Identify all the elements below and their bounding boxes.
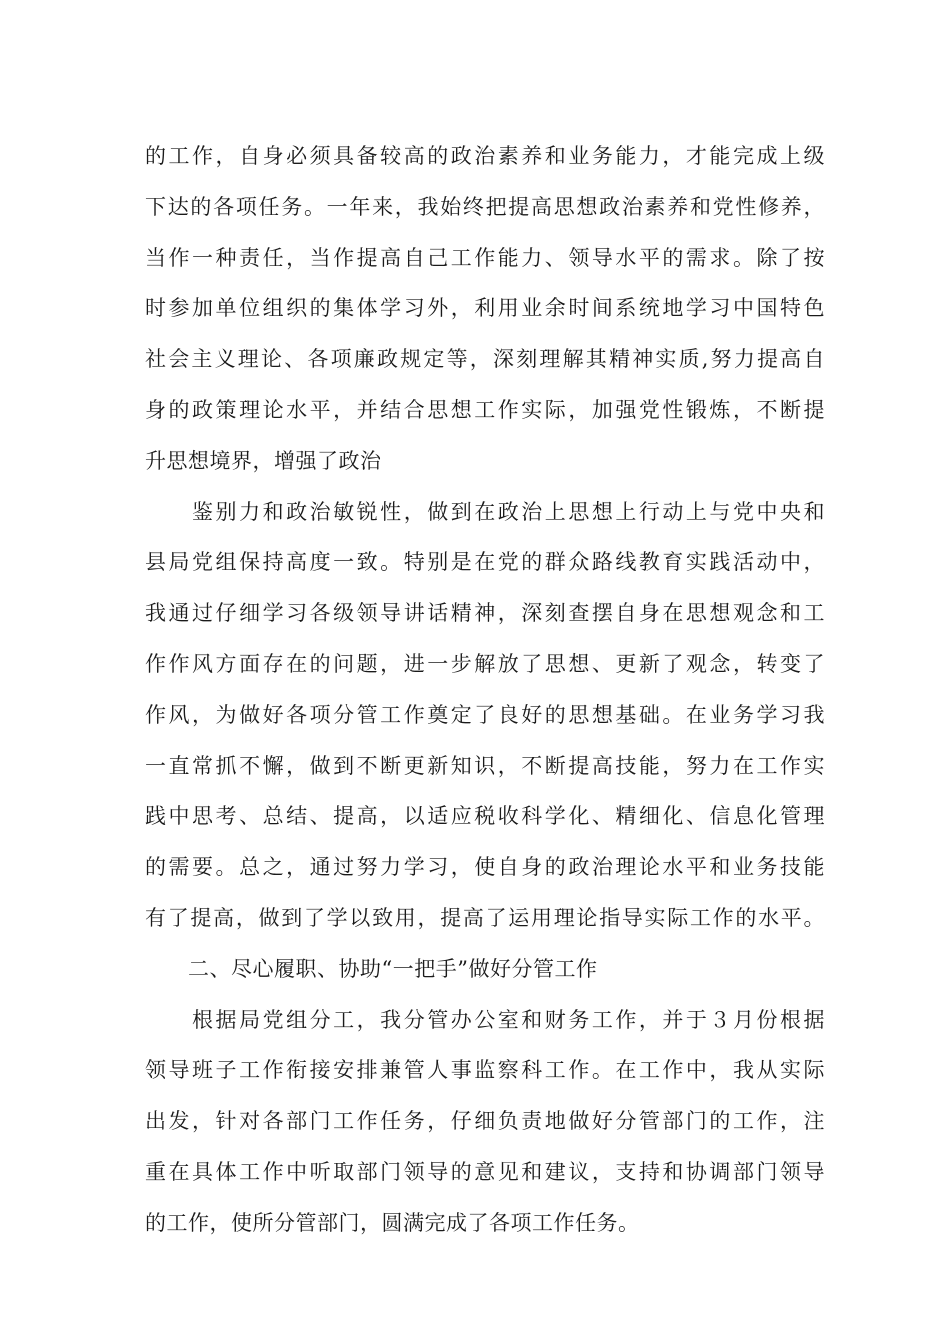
text-line: 根据局党组分工，我分管办公室和财务工作，并于３月份根据 — [145, 1007, 825, 1032]
text-line: 升思想境界，增强了政治 — [145, 448, 382, 473]
text-line: 鉴别力和政治敏锐性，做到在政治上思想上行动上与党中央和 — [145, 499, 825, 524]
text-line: 的工作，自身必须具备较高的政治素养和业务能力，才能完成上级 — [145, 144, 825, 168]
body-text — [145, 131, 825, 1249]
text-line: 的需要。总之，通过努力学习，使自身的政治理论水平和业务技能 — [145, 855, 825, 880]
text-line: 下达的各项任务。一年来，我始终把提高思想政治素养和党性修养， — [145, 194, 825, 219]
text-line: 有了提高，做到了学以致用，提高了运用理论指导实际工作的水平。 — [145, 905, 825, 930]
text-line: 身的政策理论水平，并结合思想工作实际，加强党性锻炼，不断提 — [145, 397, 825, 422]
text-line: 时参加单位组织的集体学习外，利用业余时间系统地学习中国特色 — [145, 296, 825, 321]
text-line: 县局党组保持高度一致。特别是在党的群众路线教育实践活动中， — [145, 550, 825, 575]
section-heading: 二、尽心履职、协助“一把手”做好分管工作 — [145, 956, 598, 981]
text-line: 领导班子工作衔接安排兼管人事监察科工作。在工作中，我从实际 — [145, 1058, 825, 1083]
text-line: 践中思考、总结、提高，以适应税收科学化、精细化、信息化管理 — [145, 804, 825, 829]
text-line: 社会主义理论、各项廉政规定等，深刻理解其精神实质,努力提高自 — [145, 347, 825, 372]
text-line: 重在具体工作中听取部门领导的意见和建议，支持和协调部门领导 — [145, 1159, 825, 1184]
text-line: 作风，为做好各项分管工作奠定了良好的思想基础。在业务学习我 — [145, 702, 825, 727]
text-line: 出发，针对各部门工作任务，仔细负责地做好分管部门的工作，注 — [145, 1109, 825, 1134]
text-line: 当作一种责任，当作提高自己工作能力、领导水平的需求。除了按 — [145, 245, 825, 270]
text-line: 一直常抓不懈，做到不断更新知识，不断提高技能，努力在工作实 — [145, 753, 825, 778]
text-line: 的工作，使所分管部门，圆满完成了各项工作任务。 — [145, 1210, 640, 1235]
text-line: 我通过仔细学习各级领导讲话精神，深刻查摆自身在思想观念和工 — [145, 601, 825, 626]
text-line: 作作风方面存在的问题，进一步解放了思想、更新了观念，转变了 — [145, 651, 825, 676]
